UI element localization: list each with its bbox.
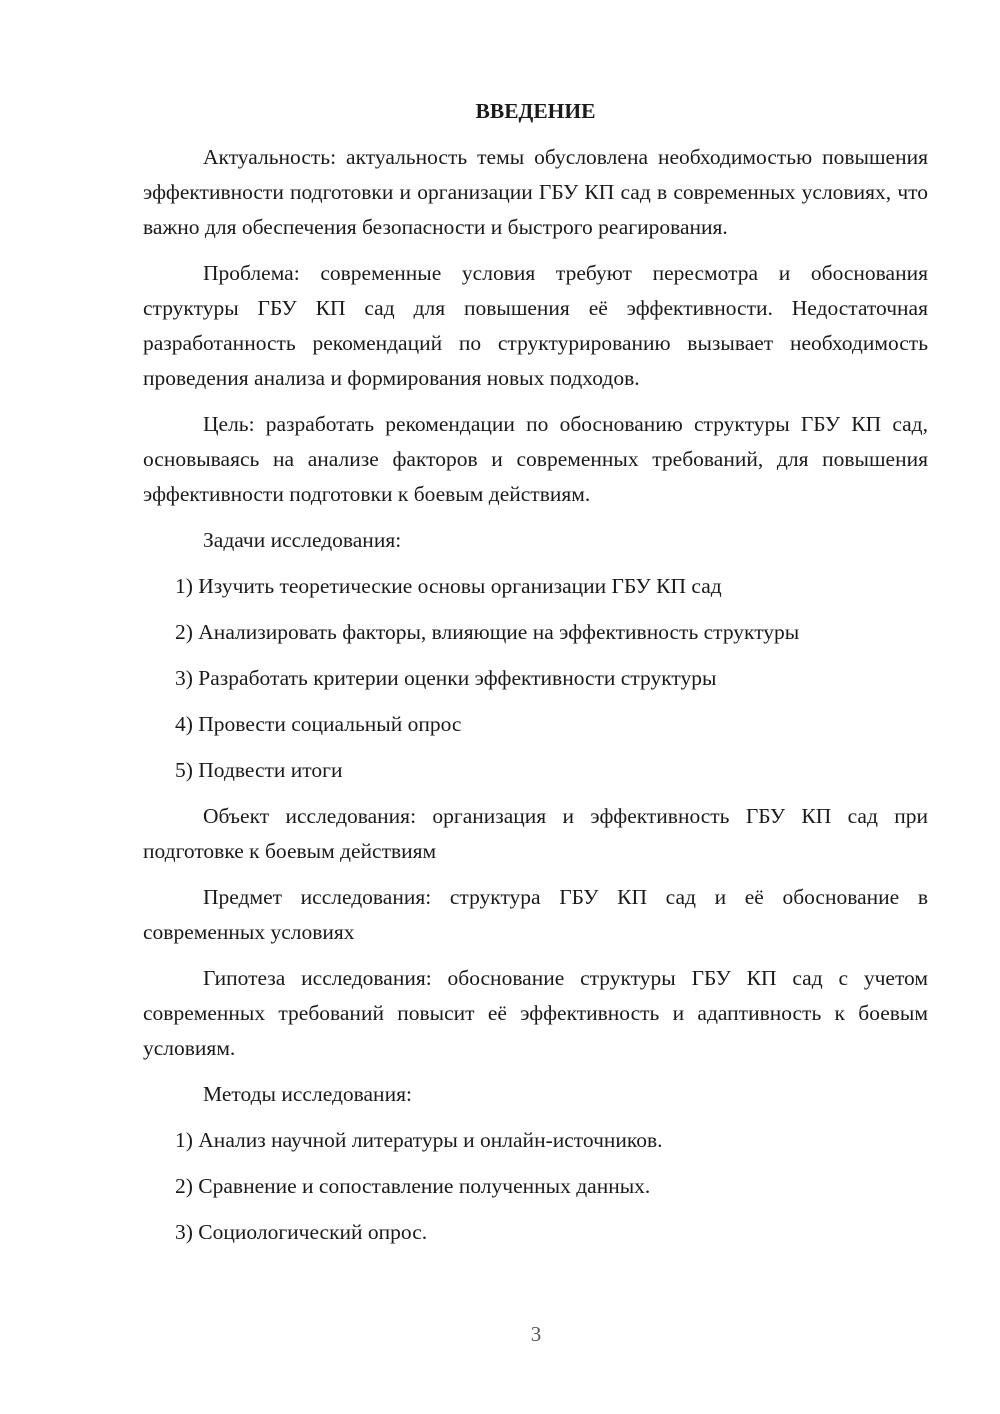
method-item: 2) Сравнение и сопоставление полученных данных.: [175, 1174, 651, 1198]
subject-paragraph: Предмет исследования: структура ГБУ КП сад и её обоснование в современных условиях: [143, 885, 928, 944]
problem-paragraph: Проблема: современные условия требуют пересмотра и обоснования структуры ГБУ КП сад для повышения её эффективности. Недостаточная разработанность рекомендаций по структурированию вызывает необходимость проведения анализа и формирования новых подходов.: [143, 261, 928, 390]
task-item: 4) Провести социальный опрос: [175, 712, 462, 736]
tasks-heading: Задачи исследования:: [203, 528, 402, 552]
method-item: 3) Социологический опрос.: [175, 1220, 428, 1244]
section-title: ВВЕДЕНИЕ: [475, 99, 596, 123]
task-item: 3) Разработать критерии оценки эффективности структуры: [175, 666, 717, 690]
task-item: 5) Подвести итоги: [175, 758, 343, 782]
page-content: [143, 96, 928, 1261]
methods-list: [143, 1123, 928, 1250]
methods-heading: Методы исследования:: [203, 1082, 412, 1106]
task-item: 1) Изучить теоретические основы организации ГБУ КП сад: [175, 574, 722, 598]
method-item: 1) Анализ научной литературы и онлайн-источников.: [175, 1128, 663, 1152]
actuality-paragraph: Актуальность: актуальность темы обусловлена необходимостью повышения эффективности подготовки и организации ГБУ КП сад в современных условиях, что важно для обеспечения безопасности и быстрого реагирования.: [143, 145, 928, 239]
object-paragraph: Объект исследования: организация и эффективность ГБУ КП сад при подготовке к боевым действиям: [143, 804, 928, 863]
hypothesis-paragraph: Гипотеза исследования: обоснование структуры ГБУ КП сад с учетом современных требований повысит её эффективность и адаптивность к боевым условиям.: [143, 966, 928, 1060]
goal-paragraph: Цель: разработать рекомендации по обоснованию структуры ГБУ КП сад, основываясь на анализе факторов и современных требований, для повышения эффективности подготовки к боевым действиям.: [143, 412, 928, 506]
task-item: 2) Анализировать факторы, влияющие на эффективность структуры: [175, 620, 800, 644]
tasks-list: [143, 569, 928, 788]
page-number: 3: [530, 1322, 542, 1346]
